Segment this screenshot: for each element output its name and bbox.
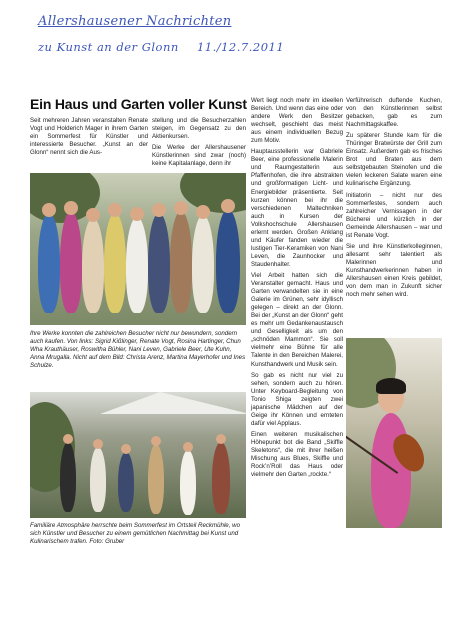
photo-credit: Foto: Gruber xyxy=(89,538,125,545)
paragraph: Sie und ihre Künstlerkolleginnen, allesamt sehr talentiert als Malerinnen und Kunsthandwerkerinnen haben in Allershausen einen Kreis gebildet, von dem man in Zukunft sicher noch mehr sehen wird. xyxy=(346,242,442,299)
paragraph: Seit mehreren Jahren veranstalten Renate Vogt und Holderich Mager in ihrem Garten ein Sommerfest für Künstler und interessierte Besucher. „Kunst an der Glonn“ nennt sich die Aus- xyxy=(30,117,148,157)
caption-text: Familiäre Atmosphäre herrschte beim Sommerfest im Ortsteil Reckmühle, wo sich Künstler und Besucher zu einem gemütlichen Nachmittag bei Kunst und Kulinarischem trafen. xyxy=(30,522,240,545)
article-column-3 xyxy=(251,97,343,482)
paragraph: Verführerisch duftende Kuchen, von den Künstlerinnen selbst gebacken, gab es zum Nachmittagskaffee. xyxy=(346,97,442,129)
group-photo-artists xyxy=(30,173,246,325)
article-column-1 xyxy=(30,117,148,160)
paragraph: stellung und die Besucherzahlen steigen, im Gegensatz zu den Aktienkursen. xyxy=(152,117,246,141)
article-column-4 xyxy=(346,97,442,302)
paragraph: Viel Arbeit hatten sich die Veranstalter gemacht. Haus und Garten verwandelten sie in eine Galerie im Grünen, sehr idyllisch gelegen – direkt an der Glonn. Bei der „Kunst an der Glonn“ geht es mehr um Gedankenaustausch und Geselligkeit als um den „schnöden Mammon“. Sie soll vielmehr eine Bühne für alle Talente in den Bereichen Malerei, Kunsthandwerk und Musik sein. xyxy=(251,271,343,368)
paragraph: Zu späterer Stunde kam für die Thüringer Bratwürste der Grill zum Einsatz. Außerdem gab es frisches Brot und Braten aus dem selbstgebauten Steinofen und die vielen leckeren Salate waren eine kulinarische Ergänzung. xyxy=(346,132,442,188)
paragraph: Die Werke der Allershausener Künstlerinnen sind zwar (noch) keine Kapitalanlage, denn ihr xyxy=(152,144,246,168)
garden-party-photo xyxy=(30,392,246,518)
handwritten-date: 11./12.7.2011 xyxy=(196,40,285,54)
paragraph: Wert liegt noch mehr im ideellen Bereich. Und wenn das eine oder andere Werk den Besitzer wechselt, geschieht das meist aus einem individuellen Bezug zum Motiv. xyxy=(251,97,343,145)
paragraph: Hauptausstellerin war Gabriele Beer, eine professionelle Malerin und Raumgestalterin aus Pfaffenhofen, die ihre abstrakten und großformatigen Licht- und Energiebilder präsentierte. Seit kurzen können bei ihr die verschiedenen Maltechniken auch in Kursen der Volkshochschule Allershausen erlernt werden. Großen Anklang und Käufer fanden wieder die lustigen Tier-Keramiken von Nani Leven, die Zaunhocker und Staudenhalter. xyxy=(251,148,343,268)
article-headline: Ein Haus und Garten voller Kunst xyxy=(30,96,247,112)
photo-caption-artists: Ihre Werke konnten die zahlreichen Besucher nicht nur bewundern, sondern auch kaufen. Von links: Sigrid Kißlinger, Renate Vogt, Rosina Hartinger, Chun Wha Krauthäuser, Roswitha Bühler, Nani Leven, Gabriele Beer, Ute Kuhn, Anna Mrugalla. Nicht auf dem Bild: Christa Arenz, Martina Mayerhofer und Ines Schulze. xyxy=(30,330,246,369)
paragraph: Initiatorin – nicht nur des Sommerfestes, sondern auch zahlreicher Vernissagen in der Bücherei und kürzlich in der Gemeinde Allershausen – war und ist Renate Vogt. xyxy=(346,191,442,239)
paragraph: Einen weiteren musikalischen Höhepunkt bot die Band „Skiffle Skeletons“, die mit ihrer heißen Mischung aus Blues, Skiffle und Rock’n’Roll das Haus oder vielmehr den Garten „rockte.“ xyxy=(251,430,343,479)
handwritten-topic: zu Kunst an der Glonn xyxy=(38,40,179,54)
handwritten-topic-note xyxy=(38,40,284,54)
violinist-photo xyxy=(346,338,442,528)
photo-caption-party xyxy=(30,522,246,546)
article-column-2 xyxy=(152,117,246,171)
handwritten-source-note: Allershausener Nachrichten xyxy=(38,14,232,29)
paragraph: So gab es nicht nur viel zu sehen, sondern auch zu hören. Unter Keyboard-Begleitung von Tonio Shiga zeigten zwei japanische Mädchen auf der Geige ihr Können und ernteten dafür viel Applaus. xyxy=(251,371,343,427)
